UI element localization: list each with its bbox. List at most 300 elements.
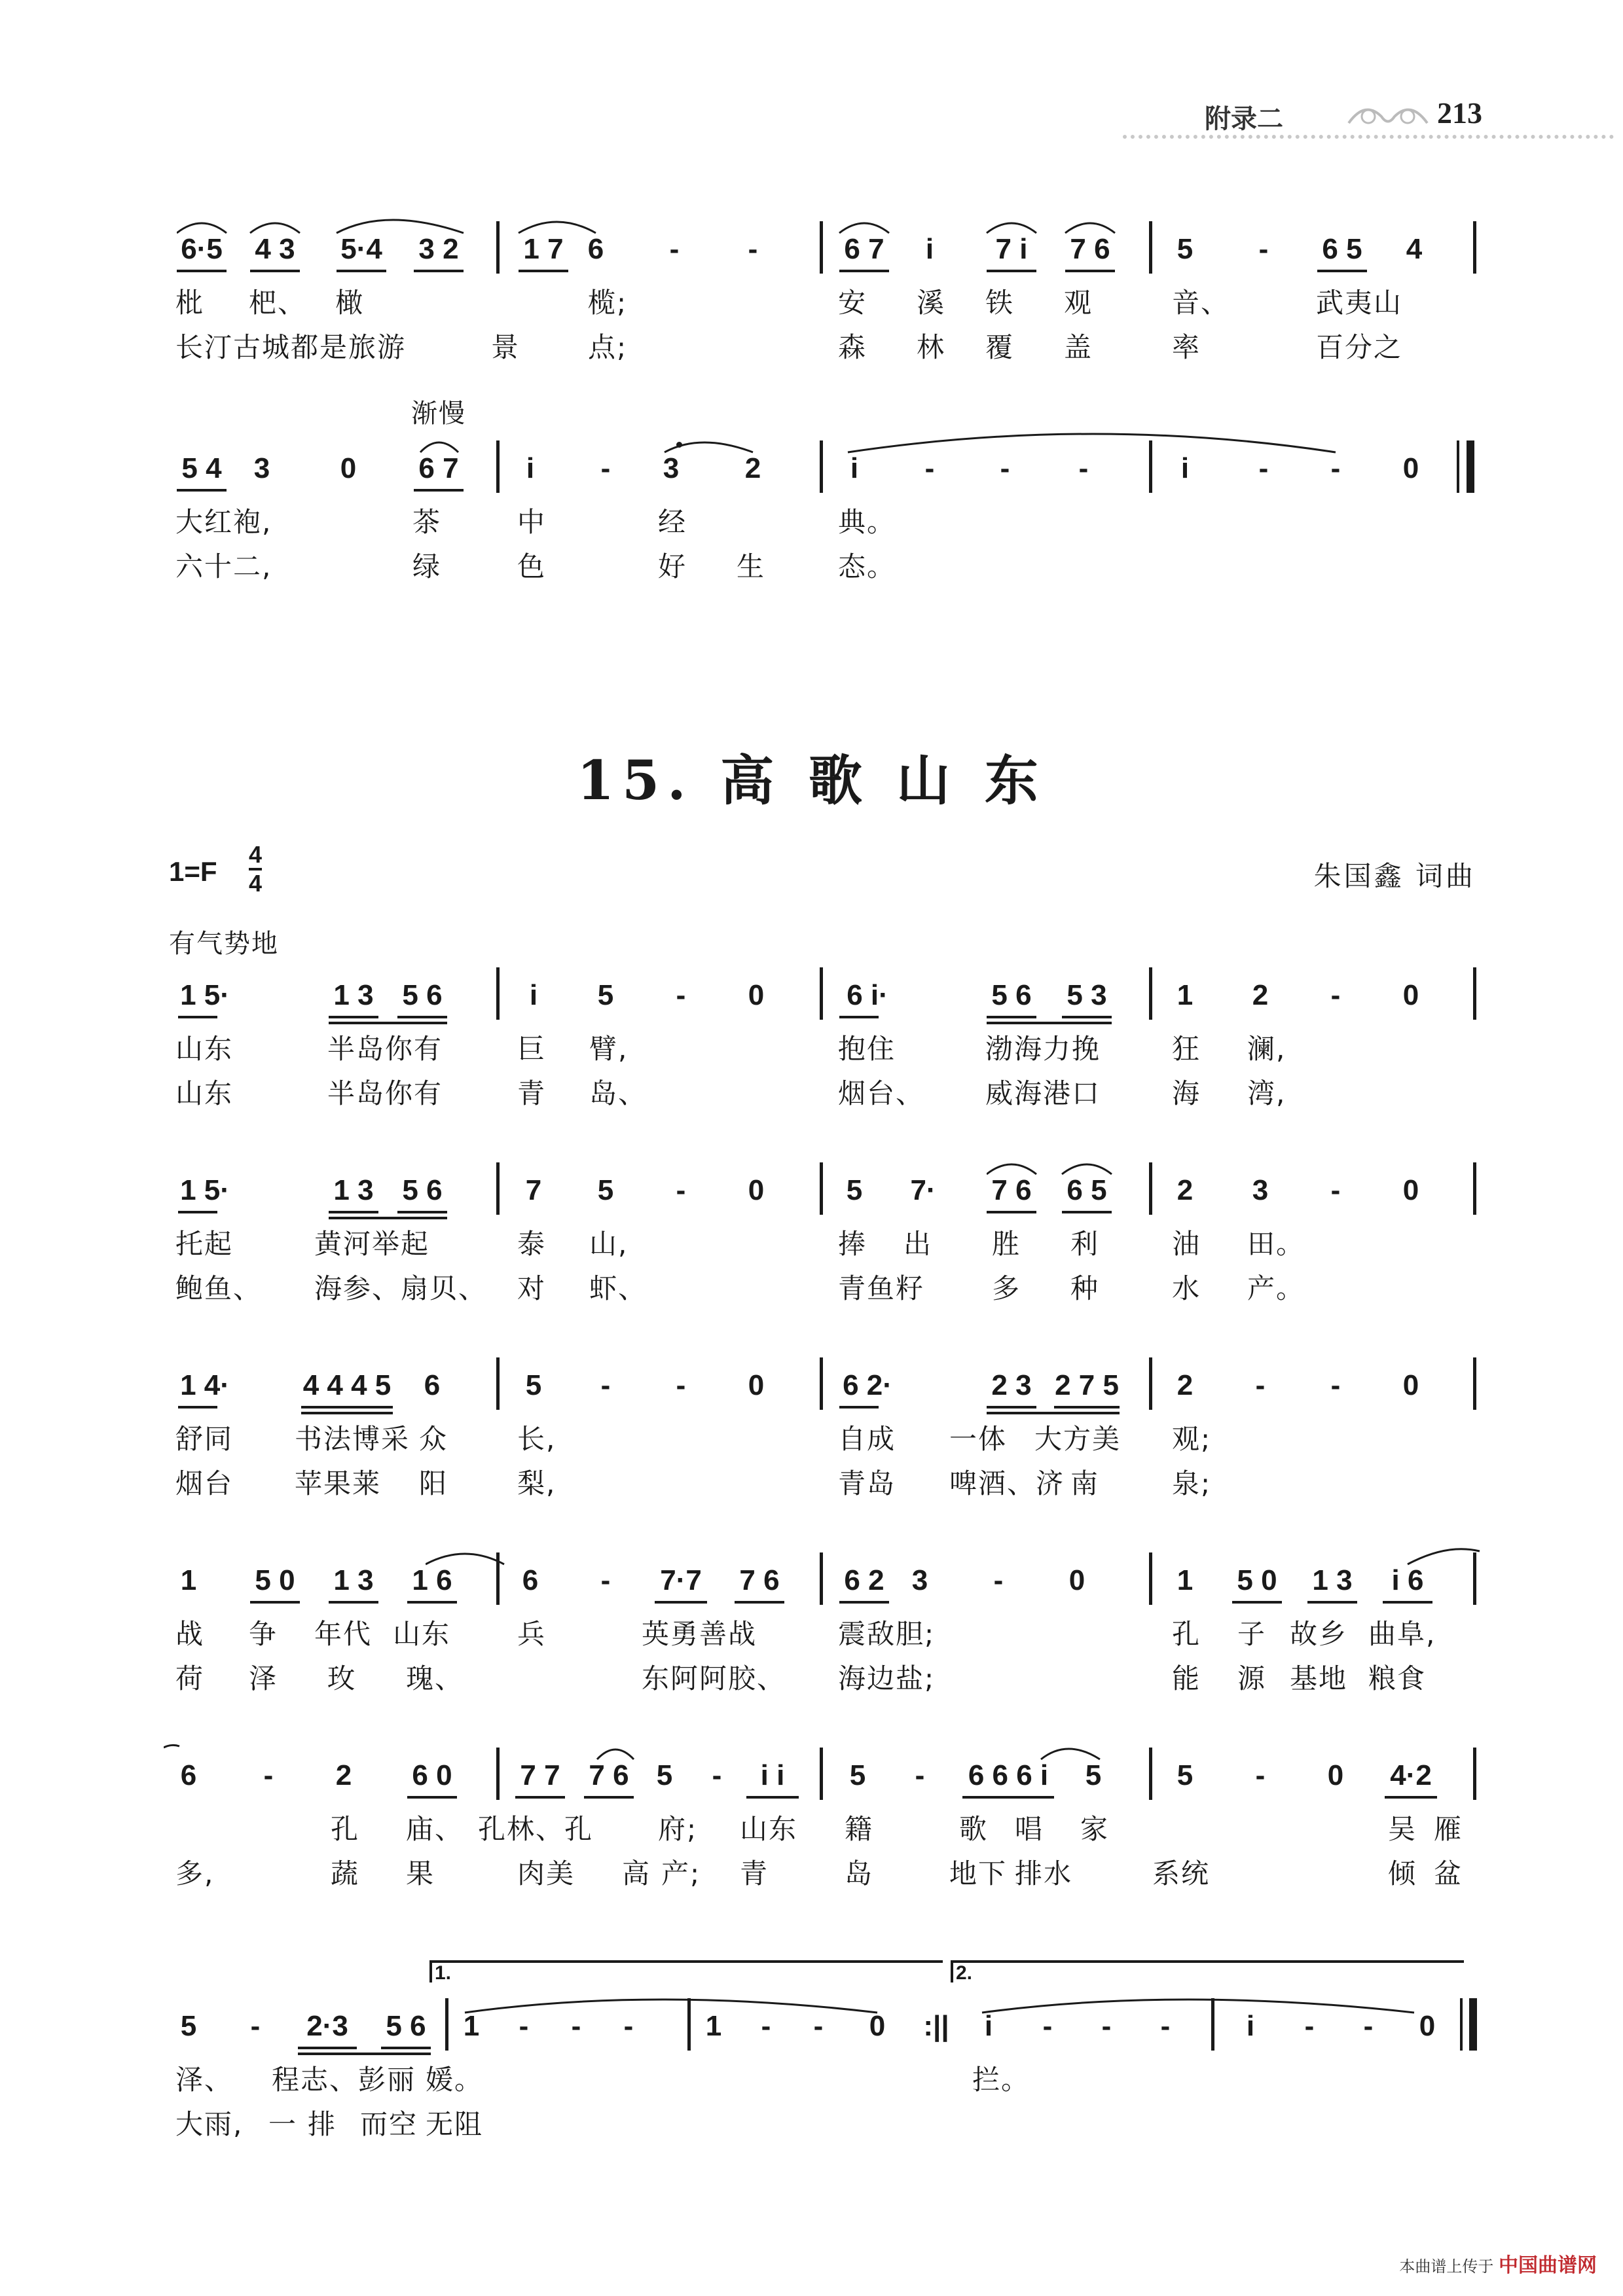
note: 1 5· [180,979,230,1011]
lyrics-line-1 [164,2058,1486,2098]
lyric: 故乡 [1290,1618,1348,1650]
note: i [1180,452,1190,484]
note: 3 [911,1564,928,1596]
barline [820,1162,823,1215]
lyric: 山东 [175,1077,234,1109]
lyric: 拦。 [972,2064,1030,2096]
barline [496,1357,500,1410]
lyric: 一 [268,2108,298,2140]
barline [1473,221,1476,274]
barline [1149,1357,1152,1410]
lyric: 产。 [1247,1272,1305,1304]
score-row-6 [164,1993,1486,2058]
note: 6 2 [844,1564,884,1596]
underline [584,1796,634,1799]
note: 1 6 [412,1564,452,1596]
time-signature [249,842,262,897]
underline [1385,1796,1437,1799]
lyric: 大雨, [175,2108,244,2140]
barline [1473,1748,1476,1800]
lyric: 榄; [588,287,628,319]
note: 1 4· [180,1369,230,1401]
lyric: 南 [1070,1467,1100,1499]
lyrics-line-2 [164,1267,1486,1306]
lyric: 争 [249,1618,278,1650]
lyric: 抱住 [838,1033,896,1065]
note: 6 6 6 i [968,1759,1049,1791]
slur-marks [458,1993,1480,2019]
lyric: 生 [737,550,766,583]
note: 5 [597,1174,614,1206]
lyrics-line-1 [164,1223,1486,1262]
note: 5 [180,2010,197,2042]
underline [1383,1601,1432,1604]
note: 0 [748,1174,765,1206]
ornament-icon [1345,97,1431,136]
lyric: 曲阜, [1368,1618,1436,1650]
note: 7 6 [739,1564,780,1596]
note: 2 [1176,1369,1194,1401]
lyric: 泉; [1172,1467,1212,1499]
note: 0 [1402,1174,1419,1206]
lyric: 吴 [1388,1813,1417,1845]
note: 5 [525,1369,542,1401]
underline [987,1406,1036,1408]
underline [1062,1211,1112,1213]
note: 0 [340,452,357,484]
lyric: 经 [658,506,687,538]
underline [655,1601,707,1604]
lyric: 书法博采 [295,1423,410,1455]
lyric: 泽 [249,1662,278,1695]
underline [329,1016,378,1018]
lyrics-line-1 [164,281,1486,321]
underline [178,1406,217,1408]
lyric: 烟台 [175,1467,234,1499]
lyric: 泰 [517,1228,547,1260]
lyric: 武夷山 [1316,287,1403,319]
note: 7 [525,1174,542,1206]
double-underline [301,1412,393,1414]
lyric: 音、 [1172,287,1230,319]
volta-bracket-1 [429,1960,943,1982]
note: - [712,1759,722,1791]
lyric: 媛。 [426,2064,484,2096]
note: 6 [424,1369,441,1401]
slur-marks [987,1157,1118,1177]
lyric: 舒同 [175,1423,234,1455]
note: 7 6 [991,1174,1032,1206]
note: - [748,233,758,265]
underline [839,1016,879,1018]
note: 6 [180,1759,197,1791]
lyric: 黄河举起 [314,1228,430,1260]
final-barline-thick [1467,440,1474,493]
lyric: 众 [419,1423,448,1455]
lyric: 高 [622,1857,651,1890]
lyric: 瑰、 [406,1662,464,1695]
note: 7 6 [1070,233,1110,265]
note: 5 6 [991,979,1032,1011]
time-signature-bottom: 4 [249,870,263,897]
lyric: 色 [517,550,547,583]
lyric: 景 [491,331,520,363]
lyrics-line-2 [164,1657,1486,1696]
lyric: 庙、 [406,1813,464,1845]
score-row-5 [164,1742,1486,1808]
lyric: 橄 [335,287,365,319]
lyric: 多, [175,1857,215,1890]
footer-text: 本曲谱上传于 [1399,2257,1494,2276]
note: - [519,2010,529,2042]
note: 2 7 5 [1055,1369,1119,1401]
lyric: 观 [1064,287,1093,319]
double-underline [298,2053,431,2055]
note: i [1246,2010,1255,2042]
note: - [600,1369,611,1401]
lyric: 海 [1172,1077,1201,1109]
lyric: 肉美 [517,1857,575,1890]
note: 0 [748,1369,765,1401]
note: i i [760,1759,785,1791]
barline [445,1998,448,2051]
note: 2 [1176,1174,1194,1206]
lyrics-line-2 [164,1462,1486,1501]
lyric: 兵 [517,1618,547,1650]
lyric: 点; [588,331,628,363]
lyric: 源 [1237,1662,1267,1695]
underline [250,270,300,272]
lyric: 率 [1172,331,1201,363]
barline [820,1357,823,1410]
volta-number-1: 1. [435,1962,452,1984]
slur-marks [177,429,1460,455]
note: - [250,2010,261,2042]
lyric: 大方美 [1034,1423,1122,1455]
barline [820,967,823,1020]
lyric: 山东 [393,1618,451,1650]
lyric: 盆 [1434,1857,1463,1890]
lyric: 森 [838,331,867,363]
note: 6 7 [418,452,459,484]
note: - [1330,979,1341,1011]
note: - [676,979,686,1011]
lyric: 杷、 [249,287,307,319]
lyrics-line-2 [164,1852,1486,1892]
lyric: 青 [740,1857,769,1890]
underline [298,2047,357,2049]
note: 5 [597,979,614,1011]
lyric: 好 [658,550,687,583]
note: 7 6 [589,1759,629,1791]
underline [1054,1406,1120,1408]
note: 1 3 [1312,1564,1353,1596]
lyric: 年代 [314,1618,373,1650]
lyric: 巨 [517,1033,547,1065]
note: 0 [869,2010,886,2042]
lyric: 多 [992,1272,1021,1304]
note: i [984,2010,993,2042]
lyric: 臂, [589,1033,629,1065]
lyric: 苹果莱 [295,1467,382,1499]
underline [987,270,1036,272]
underline [407,1796,457,1799]
barline [1473,1357,1476,1410]
tempo-marking: 有气势地 [169,929,279,959]
lyric: 油 [1172,1228,1201,1260]
volta-number-2: 2. [956,1962,973,1984]
note: - [1258,452,1269,484]
underline [839,1601,889,1604]
lyric: 基地 [1290,1662,1348,1695]
lyric: 孔 [331,1813,360,1845]
lyric: 海边盐; [838,1662,936,1695]
underline [407,1601,457,1604]
lyric: 安 [838,287,867,319]
note: - [993,1564,1004,1596]
lyric: 观; [1172,1423,1212,1455]
underline [397,1211,447,1213]
lyric: 威海港口 [985,1077,1101,1109]
lyric: 半岛你有 [327,1033,443,1065]
time-signature-top: 4 [249,842,262,870]
volta-bracket-2 [951,1960,1464,1982]
lyric: 山东 [175,1033,234,1065]
high-octave-dot [676,442,682,448]
note: 1 7 [523,233,564,265]
note: 7· [910,1174,936,1206]
note: - [600,1564,611,1596]
note: 6·5 [181,233,223,265]
note: 5 [1176,1759,1194,1791]
note: 6 [587,233,604,265]
lyric: 林 [917,331,946,363]
lyric: 系统 [1152,1857,1211,1890]
footer-brand[interactable]: 中国曲谱网 [1499,2254,1597,2277]
slur-marks [426,1547,1499,1567]
lyric: 捧 [838,1228,867,1260]
note: 6 7 [844,233,884,265]
lyric: 中 [517,506,547,538]
note: 0 [1419,2010,1436,2042]
note: 4 [1406,233,1423,265]
note: - [761,2010,771,2042]
note: 0 [1068,1564,1085,1596]
underline [735,1601,784,1604]
lyric: 利 [1070,1228,1100,1260]
lyric: 狂 [1172,1033,1201,1065]
note: 1 [1176,979,1194,1011]
lyric: 岛、 [589,1077,647,1109]
lyrics-line-2 [164,2103,1486,2142]
lyric: 孔林、孔 [478,1813,594,1845]
lyric: 山, [589,1228,629,1260]
note: - [1160,2010,1171,2042]
double-underline [329,1217,447,1219]
note: - [676,1369,686,1401]
barline [1149,967,1152,1020]
note: 0 [1402,1369,1419,1401]
lyric: 溪 [917,287,946,319]
underline [329,1601,378,1604]
underline [381,2047,431,2049]
underline [397,1016,447,1018]
note: 2 [335,1759,352,1791]
note: i 6 [1391,1564,1424,1596]
barline [496,967,500,1020]
underline [1062,1016,1112,1018]
note: 6 [522,1564,539,1596]
lyrics-line-1 [164,1028,1486,1067]
underline [1232,1601,1282,1604]
underline [746,1796,799,1799]
note: 3 2 [418,233,459,265]
score-row-top-1 [164,216,1486,281]
underline [178,1016,217,1018]
note: - [1330,1174,1341,1206]
underline [519,270,568,272]
header-dotted-rule [1123,135,1614,139]
lyric: 大红袍, [175,506,272,538]
note: 1 [463,2010,480,2042]
running-header-section: 附录二 [1205,103,1283,134]
score-row-top-2 [164,435,1486,501]
note: i [526,452,535,484]
note: 2 [744,452,761,484]
note: 5 [846,1174,863,1206]
note: - [1255,1759,1266,1791]
note: - [263,1759,274,1791]
note: 0 [1402,452,1419,484]
note: 3 [1252,1174,1269,1206]
note: 2 [1252,979,1269,1011]
lyric: 一体 [949,1423,1008,1455]
lyric: 鲍鱼、 [175,1272,263,1304]
underline [414,270,464,272]
lyric: 虾、 [589,1272,647,1304]
score-row-1 [164,962,1486,1028]
lyric: 铁 [985,287,1015,319]
lyric: 水 [1172,1272,1201,1304]
lyric: 无阻 [426,2108,484,2140]
lyric: 战 [175,1618,205,1650]
note: 1 [1176,1564,1194,1596]
lyric: 产; [661,1857,701,1890]
note: 4 3 [255,233,295,265]
song-title: 15. 高 歌 山 东 [577,749,1046,812]
barline [1473,967,1476,1020]
note: 5 0 [255,1564,295,1596]
note: 5 3 [1067,979,1107,1011]
note: 6 5 [1322,233,1362,265]
lyric: 山东 [740,1813,798,1845]
note: i [925,233,934,265]
note: 5·4 [340,233,382,265]
note: - [1363,2010,1374,2042]
note: - [623,2010,634,2042]
note: i [529,979,538,1011]
lyric: 震敌胆; [838,1618,936,1650]
lyric: 泽、 [175,2064,234,2096]
lyric: 孔 [1172,1618,1201,1650]
note: 1 3 [333,979,374,1011]
note: 6 i· [847,979,888,1011]
underline [987,1211,1036,1213]
lyric: 地下 [949,1857,1008,1890]
slur-marks [177,216,1460,236]
note: 7 i [995,233,1028,265]
note: 5 0 [1237,1564,1277,1596]
score-row-4 [164,1547,1486,1613]
lyric: 绿 [412,550,442,583]
note: - [1078,452,1089,484]
lyric: 倾 [1388,1857,1417,1890]
lyric: 长, [517,1423,556,1455]
note: 6 5 [1067,1174,1107,1206]
note: 4 4 4 5 [302,1369,392,1401]
note: - [1330,452,1341,484]
lyric: 府; [658,1813,698,1845]
note: 0 [1402,979,1419,1011]
note: - [1330,1369,1341,1401]
lyric: 果 [406,1857,435,1890]
lyric: 英勇善战 [642,1618,757,1650]
underline [301,1406,393,1408]
underline [515,1796,565,1799]
lyrics-line-1 [164,501,1486,540]
note: 2 3 [991,1369,1032,1401]
double-underline [987,1022,1112,1024]
lyric: 荷 [175,1662,205,1695]
repeat-end-sign: :|| [923,2010,949,2042]
lyric: 程志、彭丽 [272,2064,416,2096]
underline [839,1406,879,1408]
note: 6 0 [412,1759,452,1791]
barline [1149,1162,1152,1215]
note: - [669,233,680,265]
note: 1 5· [180,1174,230,1206]
lyric: 青岛 [838,1467,896,1499]
lyric: 岛 [845,1857,874,1890]
lyric: 自成 [838,1423,896,1455]
lyric: 梨, [517,1467,556,1499]
composer-credit: 朱国鑫 词曲 [1313,860,1476,892]
lyric: 盖 [1064,331,1093,363]
underline [329,1211,378,1213]
note: 1 [180,1564,197,1596]
double-underline [329,1022,447,1024]
barline [1473,1162,1476,1215]
note: 5 6 [402,1174,443,1206]
lyric: 长汀古城都是旅游 [175,331,407,363]
lyric: 能 [1172,1662,1201,1695]
lyric: 烟台、 [838,1077,925,1109]
footer-credit [1399,2249,1597,2278]
note: - [1101,2010,1112,2042]
lyric: 出 [903,1228,933,1260]
note: - [915,1759,925,1791]
underline [177,270,227,272]
note: 3 [663,452,680,484]
note: - [571,2010,581,2042]
lyric: 阳 [419,1467,448,1499]
score-row-3 [164,1352,1486,1418]
slur-marks [164,1742,1146,1768]
note: 6 2· [843,1369,892,1401]
lyric: 种 [1070,1272,1100,1304]
underline [962,1796,1054,1799]
note: 5 [656,1759,673,1791]
